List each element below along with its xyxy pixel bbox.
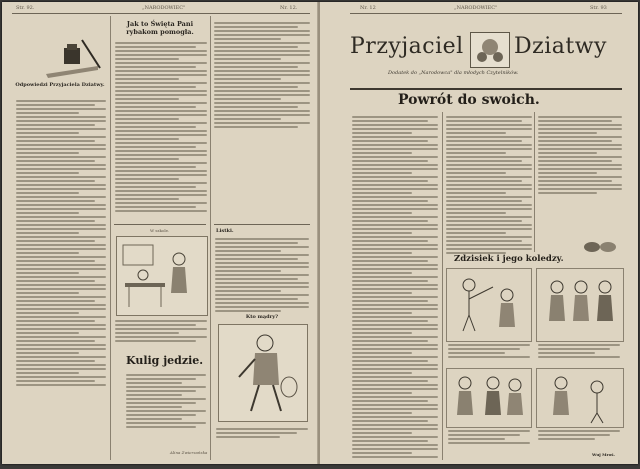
answers-text	[16, 98, 106, 388]
small-vignette	[582, 238, 618, 252]
classroom-dialogue	[115, 318, 207, 344]
story-title: Jak to Święta Pani rybakom pomogła.	[126, 20, 194, 36]
newspaper-spread	[2, 2, 638, 464]
listki-rule	[214, 224, 310, 225]
comic-panel-2	[536, 268, 624, 342]
masthead-emblem	[470, 32, 510, 68]
left-column-divider-1	[110, 16, 111, 460]
comic-caption-3	[448, 428, 530, 446]
kto-madry-title: Kto mądry?	[245, 314, 279, 320]
comic-panel-1	[446, 268, 532, 342]
masthead-rule	[350, 88, 622, 90]
right-running-title: „NARODOWIEC"	[454, 5, 498, 11]
right-column-divider-2	[534, 112, 535, 252]
right-issue-number: Nr. 12	[360, 5, 376, 11]
left-page	[2, 2, 318, 464]
comic-panel-4	[536, 368, 624, 428]
masthead-subtitle: Dodatek do „Narodowca" dla młodych Czytelników.	[388, 70, 519, 76]
classroom-illustration	[116, 236, 208, 316]
inkwell-illustration	[42, 38, 102, 80]
masthead-title-left: Przyjaciel	[350, 34, 464, 59]
kulig-title: Kulig jedzie.	[126, 354, 204, 367]
left-head-rule	[12, 13, 310, 14]
comic-caption-2	[538, 342, 620, 360]
headline-article-col2	[446, 114, 532, 256]
kulig-poem	[126, 372, 206, 430]
comic-caption-4	[538, 428, 620, 442]
listki-title: Listki.	[216, 228, 234, 234]
comic-panel-3	[446, 368, 532, 428]
headline-article-col1	[352, 114, 438, 256]
right-page	[320, 2, 638, 464]
kto-madry-caption	[216, 426, 308, 440]
answers-title: Odpowiedzi Przyjaciela Dziatwy.	[15, 82, 105, 88]
comic-signature: Wuj Mroś.	[592, 452, 615, 457]
story-continued-text	[214, 20, 310, 130]
comic-caption-1	[448, 342, 530, 360]
right-column-divider-lower	[442, 252, 443, 460]
comic-title: Zdzisiek i jego koledzy.	[454, 254, 564, 264]
left-running-title: „NARODOWIEC"	[142, 5, 186, 11]
masthead-title-right: Dziatwy	[514, 34, 607, 59]
walking-man-illustration	[218, 324, 308, 422]
left-page-number: Str. 92.	[16, 5, 35, 11]
right-column-divider-1	[442, 112, 443, 252]
headline-article-continued	[352, 254, 438, 460]
masthead	[350, 32, 608, 84]
kulig-author: Alina Zwierzańska	[170, 450, 208, 455]
left-column-divider-2	[210, 16, 211, 460]
left-issue-number: Nr. 12.	[280, 5, 298, 11]
main-headline: Powrót do swoich.	[398, 92, 540, 108]
story-text	[115, 40, 207, 214]
story-end-rule	[114, 224, 206, 225]
right-page-number: Str. 93	[590, 5, 607, 11]
headline-article-col3	[538, 114, 622, 196]
classroom-caption: W szkole.	[150, 228, 170, 233]
listki-text	[215, 236, 309, 314]
right-head-rule	[350, 13, 622, 14]
